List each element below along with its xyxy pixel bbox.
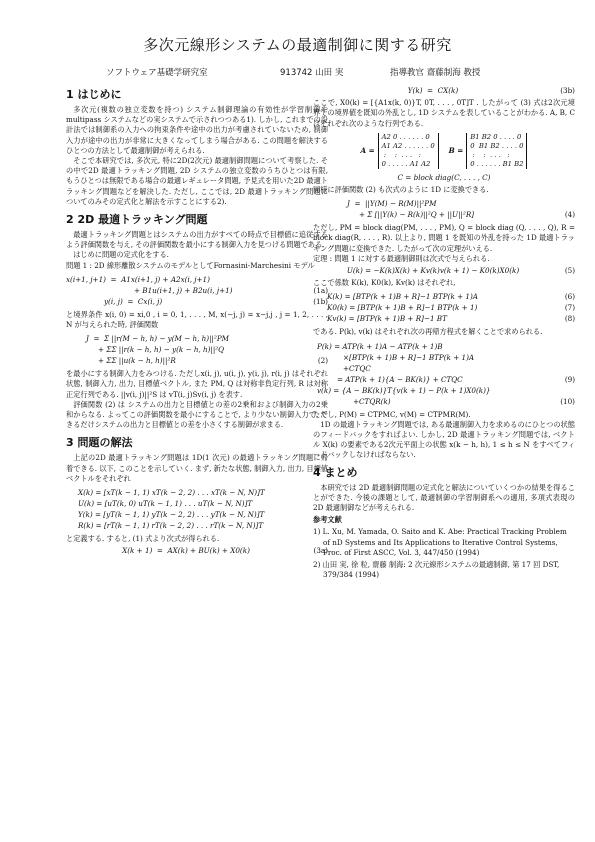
reference-item: 1) L. Xu, M. Yamada, O. Saito and K. Abe: Practical Tracking Problem of nD Systems and Its Applications to Iterative Control Systems, Proc. of First ASCC, Vol. 3, 447/450 (1994) bbox=[313, 527, 567, 557]
equation-3a bbox=[66, 546, 328, 556]
equation-text: Y(k) = CX(k) bbox=[407, 86, 459, 95]
matrix-body: A2 0 . . . . . . 0 A1 A2 . . . . . . 0 : : . . . : 0 . . . . . A1 A2 bbox=[378, 133, 439, 169]
section-heading-4: 4 まとめ bbox=[313, 465, 358, 479]
equation-text: + B1u(i+1, j) + B2u(i, j+1) bbox=[134, 285, 233, 295]
matrix-a bbox=[361, 133, 439, 169]
equation-text: + Σ [||Y(k) − R(k)||²Q + ||U||²R] bbox=[359, 210, 475, 220]
equation-3b bbox=[313, 86, 575, 96]
equation-text: K0(k) = [BTP(k + 1)B + R]−1 BTP(k + 1) bbox=[327, 303, 478, 313]
paragraph: 問題 1 : 2D 線形離散システムのモデルとしてFornasini-Marchesini モデル bbox=[66, 260, 315, 270]
dept-name: ソフトウェア基礎学研究室 bbox=[106, 68, 208, 78]
equation-number: (4) bbox=[564, 210, 575, 220]
equation-1 bbox=[66, 274, 328, 307]
equation-text: v(k) = {A − BK(k)}T{v(k + 1) − P(k + 1)X0(k)} bbox=[317, 385, 491, 395]
paragraph: と定義する. すると, (1) 式より次式が得られる. bbox=[66, 534, 220, 544]
paragraph: ここで係数 K(k), K0(k), Kv(k) はそれぞれ, bbox=[313, 278, 456, 288]
paragraph: ただし, P(M) = CTPMC, v(M) = CTPMR(M). bbox=[313, 409, 471, 419]
equation-2 bbox=[66, 333, 328, 366]
equation-text: U(k) = −K(k)X(k) + Kv(k)v(k + 1) − K0(k)X0(k) bbox=[346, 266, 520, 276]
paragraph: である. P(k), v(k) はそれぞれ次の再帰方程式を解くことで求められる. bbox=[313, 327, 543, 337]
equation-number: (2) bbox=[317, 356, 328, 366]
equations-6-8 bbox=[313, 291, 575, 324]
equation-number: (5) bbox=[564, 266, 575, 276]
equation-text: K(k) = [BTP(k + 1)B + R]−1 BTP(k + 1)A bbox=[327, 292, 478, 302]
paragraph: はじめに問題の定式化をする. bbox=[73, 250, 169, 260]
paragraph: 本研究では 2D 最適制御問題の定式化と解法についていくつかの結果を得ることができた. 今後の課題として, 最適制御の学習制御系への適用, 多項式表現の 2D 最適制御などが考えられる. bbox=[313, 482, 575, 513]
equation-text: X(k + 1) = AX(k) + BU(k) + X0(k) bbox=[122, 546, 250, 556]
paragraph: 評価関数 (2) は システムの出力と目標値との差の2乗和および制御入力の2乗和からなる. よってこの評価関数を最小にすることで, より少ない制御入力で, できるだけシステムの出力と目標値との差を小さくする制御が求まる. bbox=[66, 399, 328, 430]
paragraph: を最小にする制御入力をみつける. ただしx(i, j), u(i, j), y(i, j), r(i, j) はそれぞれ状態, 制御入力, 出力, 目標値ベクトル, また PM, Q は対称非負定行列, R は対称正定行列である. ||v(i, j)||²S は vT(i, j)Sv(i, j) を表す. bbox=[66, 369, 328, 399]
equation-text: P(k) = ATP(k + 1)A − ATP(k + 1)B bbox=[317, 341, 443, 351]
equation-text: = ATP(k + 1){A − BK(k)} + CTQC bbox=[337, 374, 463, 384]
equation-number: (3a) bbox=[313, 546, 328, 556]
student-name: 913742 山田 実 bbox=[280, 68, 344, 78]
equation-text: J = Σ ||r(M − h, h) − y(M − h, h)||²PM bbox=[86, 334, 230, 344]
equation-number: (7) bbox=[564, 303, 575, 313]
section-heading-3: 3 問題の解法 bbox=[66, 436, 133, 450]
equation-5 bbox=[313, 266, 575, 276]
paragraph: と境界条件 x(i, 0) = xi,0 , i = 0, 1, . . . , M, x(−j, j) = x−j,j , j = 1, 2, . . . , N が与えられた時, 評価関数 bbox=[66, 309, 328, 330]
advisor-name: 指導教官 齋藤制海 教授 bbox=[390, 68, 481, 78]
equation-text: + ΣΣ ||u(k − h, h)||²R bbox=[98, 356, 176, 366]
right-column bbox=[313, 86, 575, 580]
matrix-c: C = block diag(C, . . . , C) bbox=[397, 172, 491, 182]
paragraph: ただし, PM = block diag(PM, . . . , PM), Q = block diag (Q, . . . , Q), R = block diag(R, . . . , R). 以上より, 問題 1 を既知の外乱を持った 1D 最適トラッキング問題に変換できた. したがって次の定理がいえる. bbox=[313, 223, 575, 253]
section-heading-1: 1 はじめに bbox=[66, 88, 122, 101]
paragraph: 最適トラッキング問題とはシステムの出力がすべての時点で目標値に追従するよう評価関数を与え, その評価関数を最小にする制御入力を見つける問題である. bbox=[66, 230, 328, 250]
paragraph: 定理 : 問題 1 に対する最適制御則は次式で与えられる. bbox=[313, 253, 490, 263]
equation-number: (1b) bbox=[313, 296, 328, 306]
matrix-label: A = bbox=[360, 145, 375, 155]
paragraph: 同様に評価関数 (2) も次式のように 1D に変換できる. bbox=[313, 185, 489, 195]
paragraph: 多次元(複数の独立変数を持つ) システム制御理論の有効性が学習制御やmultipass システムなどの実システムで示されつつある1). しかし, これまでの設計法では制御系の入力への拘束条件や途中の出力が考慮されていないため, 制御入力が途中の出力が非常に大きくなってしまう場合がある. この問題を解決するひとつの方法として最適制御が考えられる. bbox=[66, 105, 328, 155]
left-column bbox=[66, 86, 328, 558]
matrix-b bbox=[449, 133, 528, 169]
equation-text: X(k) = [xT(k − 1, 1) xT(k − 2, 2) . . . xT(k − N, N)]T bbox=[78, 488, 265, 498]
matrix-definitions bbox=[313, 133, 575, 169]
equation-text: +CTQR(k) bbox=[353, 396, 391, 406]
paragraph: 1D の最適トラッキング問題では, ある最適制御入力を求めるのにひとつの状態のフィードバックをすればよい. しかし, 2D 最適トラッキング問題では, ベクトル X(k) の要素である2次元平面上の状態 x(k − h, h), 1 ≤ h ≤ N をすべてフィードバックしなければならない. bbox=[313, 419, 575, 460]
equation-number: (10) bbox=[560, 396, 575, 406]
section-heading-2: 2 2D 最適トラッキング問題 bbox=[66, 213, 208, 227]
paragraph: 上記の2D 最適トラッキング問題は 1D(1 次元) の最適トラッキング問題に帰着できる. 以下, このことを示していく. まず, 新たな状態, 制御入力, 出力, 目標値ベクトルをそれぞれ bbox=[66, 453, 328, 483]
paper-title: 多次元線形システムの最適制御に関する研究 bbox=[143, 36, 452, 54]
equation-text: ×[BTP(k + 1)B + R]−1 BTP(k + 1)A bbox=[343, 352, 475, 362]
equation-text: U(k) = [uT(k, 0) uT(k − 1, 1) . . . uT(k − N, N)]T bbox=[78, 499, 253, 509]
equations-9-10 bbox=[313, 341, 575, 407]
equation-number: (3b) bbox=[560, 86, 575, 95]
equation-text: +CTQC bbox=[343, 363, 371, 373]
equation-number: (6) bbox=[564, 292, 575, 302]
paragraph: ここで, X0(k) = [{A1x(k, 0)}T, 0T, . . . , 0T]T . したがって (3) 式は2次元境界での境界値を既知の外乱とし, 1D システムを表していることがわかる. A, B, C はそれぞれ次のような行列である. bbox=[313, 98, 575, 128]
matrix-body: B1 B2 0 . . . . 0 0 B1 B2 . . . . 0 : : . . . : 0 . . . . . . B1 B2 bbox=[466, 133, 527, 169]
references-title: 参考文献 bbox=[313, 515, 342, 525]
reference-item: 2) 山田 実, 徐 粒, 齋藤 制海: 2 次元線形システムの最適制御, 第 17 回 DST, 379/384 (1994) bbox=[313, 560, 560, 580]
equation-text: R(k) = [rT(k − 1, 1) rT(k − 2, 2) . . . rT(k − N, N)]T bbox=[78, 521, 264, 531]
equation-text: y(i, j) = Cx(i, j) bbox=[104, 296, 163, 306]
equation-text: Kv(k) = [BTP(k + 1)B + R]−1 BT bbox=[327, 314, 447, 324]
equation-number: (9) bbox=[564, 374, 575, 384]
equation-4 bbox=[313, 198, 575, 220]
equation-text: + ΣΣ ||r(k − h, h) − y(k − h, h)||²Q bbox=[98, 345, 225, 355]
matrix-label: B = bbox=[448, 145, 464, 155]
equation-number: (1a) bbox=[313, 285, 328, 295]
equation-number: (8) bbox=[564, 314, 575, 324]
paragraph: そこで本研究では, 多次元, 特に2D(2次元) 最適制御問題について考察した. その中で2D 最適トラッキング問題, 2D システムの独立変数のうちひとつは有限, もうひとつは無限である場合の最適レギュレータ問題, 予見式を用いた2D 最適トラッキング問題などを解決した. ただし, ここでは, 2D 最適トラッキング問題についてのみその定式化と解法を示すことにする2). bbox=[66, 156, 328, 206]
equation-text: x(i+1, j+1) = A1x(i+1, j) + A2x(i, j+1) bbox=[66, 274, 210, 284]
equation-text: Y(k) = [yT(k − 1, 1) yT(k − 2, 2) . . . yT(k − N, N)]T bbox=[78, 510, 265, 520]
vector-definitions bbox=[66, 487, 328, 531]
equation-text: J = ||Y(M) − R(M)||²PM bbox=[347, 199, 437, 209]
